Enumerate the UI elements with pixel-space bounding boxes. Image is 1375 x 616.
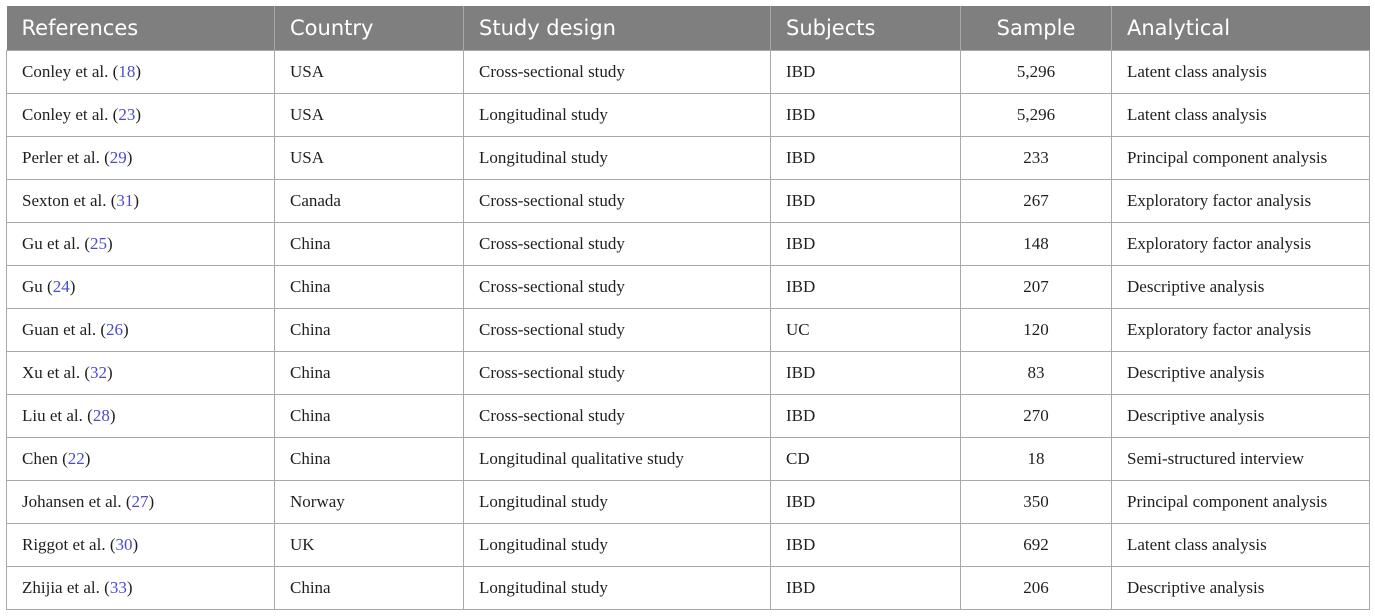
study-design-cell: Longitudinal study	[464, 523, 771, 566]
table-row	[7, 265, 1370, 308]
analytical-cell: Principal component analysis	[1112, 480, 1370, 523]
reference-close: )	[148, 491, 155, 511]
country-cell: China	[275, 351, 464, 394]
reference-cell	[7, 523, 275, 566]
table-row	[7, 93, 1370, 136]
reference-link[interactable]: 23	[118, 104, 136, 124]
country-cell: China	[275, 437, 464, 480]
analytical-cell: Latent class analysis	[1112, 50, 1370, 93]
study-design-cell: Longitudinal study	[464, 566, 771, 609]
reference-close: )	[132, 534, 139, 554]
table-row	[7, 480, 1370, 523]
reference-cell	[7, 93, 275, 136]
subjects-cell: IBD	[771, 93, 961, 136]
subjects-cell: IBD	[771, 136, 961, 179]
sample-cell: 206	[961, 566, 1112, 609]
reference-author: Riggot et al. (	[22, 534, 116, 554]
study-design-cell: Cross-sectional study	[464, 265, 771, 308]
analytical-cell: Descriptive analysis	[1112, 566, 1370, 609]
subjects-cell: CD	[771, 437, 961, 480]
subjects-cell: IBD	[771, 222, 961, 265]
sample-cell: 692	[961, 523, 1112, 566]
table-header-row	[7, 6, 1370, 50]
table-row	[7, 222, 1370, 265]
analytical-cell: Descriptive analysis	[1112, 265, 1370, 308]
reference-link[interactable]: 18	[118, 61, 136, 81]
reference-author: Sexton et al. (	[22, 190, 117, 210]
reference-link[interactable]: 31	[116, 190, 134, 210]
reference-link[interactable]: 27	[131, 491, 149, 511]
reference-cell	[7, 265, 275, 308]
study-design-cell: Cross-sectional study	[464, 394, 771, 437]
reference-author: Johansen et al. (	[22, 491, 132, 511]
header-country: Country	[275, 6, 464, 50]
analytical-cell: Descriptive analysis	[1112, 351, 1370, 394]
header-references: References	[7, 6, 275, 50]
reference-close: )	[106, 233, 113, 253]
reference-cell	[7, 50, 275, 93]
reference-author: Chen (	[22, 448, 68, 468]
reference-link[interactable]: 22	[67, 448, 85, 468]
reference-close: )	[109, 405, 116, 425]
sample-cell: 207	[961, 265, 1112, 308]
reference-author: Gu et al. (	[22, 233, 90, 253]
table-body	[7, 50, 1370, 609]
reference-link[interactable]: 29	[109, 147, 127, 167]
reference-cell	[7, 566, 275, 609]
analytical-cell: Exploratory factor analysis	[1112, 308, 1370, 351]
sample-cell: 267	[961, 179, 1112, 222]
sample-cell: 270	[961, 394, 1112, 437]
reference-close: )	[106, 362, 113, 382]
subjects-cell: IBD	[771, 179, 961, 222]
country-cell: USA	[275, 93, 464, 136]
study-design-cell: Longitudinal study	[464, 480, 771, 523]
sample-cell: 233	[961, 136, 1112, 179]
sample-cell: 148	[961, 222, 1112, 265]
country-cell: UK	[275, 523, 464, 566]
subjects-cell: IBD	[771, 480, 961, 523]
reference-link[interactable]: 32	[89, 362, 107, 382]
reference-close: )	[126, 147, 133, 167]
reference-link[interactable]: 26	[106, 319, 124, 339]
reference-cell	[7, 351, 275, 394]
study-design-cell: Cross-sectional study	[464, 179, 771, 222]
reference-link[interactable]: 25	[89, 233, 107, 253]
studies-table	[6, 6, 1370, 610]
subjects-cell: IBD	[771, 50, 961, 93]
sample-cell: 83	[961, 351, 1112, 394]
reference-author: Xu et al. (	[22, 362, 90, 382]
header-subjects: Subjects	[771, 6, 961, 50]
reference-close: )	[133, 190, 140, 210]
reference-close: )	[84, 448, 91, 468]
study-design-cell: Longitudinal qualitative study	[464, 437, 771, 480]
country-cell: China	[275, 265, 464, 308]
study-design-cell: Cross-sectional study	[464, 222, 771, 265]
table-row	[7, 50, 1370, 93]
reference-close: )	[135, 104, 141, 124]
subjects-cell: IBD	[771, 351, 961, 394]
reference-author: Guan et al. (	[22, 319, 107, 339]
country-cell: China	[275, 394, 464, 437]
reference-close: )	[123, 319, 129, 339]
analytical-cell: Descriptive analysis	[1112, 394, 1370, 437]
table-row	[7, 566, 1370, 609]
reference-cell	[7, 308, 275, 351]
table-row	[7, 351, 1370, 394]
sample-cell: 5,296	[961, 93, 1112, 136]
analytical-cell: Exploratory factor analysis	[1112, 222, 1370, 265]
reference-cell	[7, 394, 275, 437]
reference-link[interactable]: 33	[109, 577, 127, 597]
sample-cell: 120	[961, 308, 1112, 351]
header-sample: Sample	[961, 6, 1112, 50]
reference-author: Liu et al. (	[22, 405, 93, 425]
sample-cell: 350	[961, 480, 1112, 523]
reference-close: )	[69, 276, 76, 296]
study-design-cell: Longitudinal study	[464, 93, 771, 136]
analytical-cell: Exploratory factor analysis	[1112, 179, 1370, 222]
reference-link[interactable]: 24	[52, 276, 70, 296]
table-row	[7, 394, 1370, 437]
study-design-cell: Cross-sectional study	[464, 308, 771, 351]
country-cell: Norway	[275, 480, 464, 523]
country-cell: Canada	[275, 179, 464, 222]
reference-cell	[7, 480, 275, 523]
subjects-cell: IBD	[771, 394, 961, 437]
header-study-design: Study design	[464, 6, 771, 50]
reference-author: Conley et al. (	[22, 61, 119, 81]
reference-cell	[7, 222, 275, 265]
study-design-cell: Cross-sectional study	[464, 351, 771, 394]
sample-cell: 5,296	[961, 50, 1112, 93]
country-cell: USA	[275, 50, 464, 93]
table-row	[7, 179, 1370, 222]
table-row	[7, 437, 1370, 480]
analytical-cell: Latent class analysis	[1112, 93, 1370, 136]
sample-cell: 18	[961, 437, 1112, 480]
reference-close: )	[126, 577, 133, 597]
analytical-cell: Latent class analysis	[1112, 523, 1370, 566]
country-cell: China	[275, 566, 464, 609]
table-row	[7, 523, 1370, 566]
study-design-cell: Cross-sectional study	[464, 50, 771, 93]
reference-close: )	[135, 61, 141, 81]
reference-link[interactable]: 30	[115, 534, 133, 554]
analytical-cell: Principal component analysis	[1112, 136, 1370, 179]
table-row	[7, 308, 1370, 351]
country-cell: USA	[275, 136, 464, 179]
subjects-cell: UC	[771, 308, 961, 351]
country-cell: China	[275, 308, 464, 351]
subjects-cell: IBD	[771, 265, 961, 308]
reference-link[interactable]: 28	[92, 405, 110, 425]
reference-cell	[7, 136, 275, 179]
reference-author: Zhijia et al. (	[22, 577, 110, 597]
reference-cell	[7, 437, 275, 480]
study-design-cell: Longitudinal study	[464, 136, 771, 179]
reference-cell	[7, 179, 275, 222]
subjects-cell: IBD	[771, 523, 961, 566]
reference-author: Perler et al. (	[22, 147, 110, 167]
country-cell: China	[275, 222, 464, 265]
table-row	[7, 136, 1370, 179]
header-analytical: Analytical	[1112, 6, 1370, 50]
analytical-cell: Semi-structured interview	[1112, 437, 1370, 480]
reference-author: Conley et al. (	[22, 104, 119, 124]
subjects-cell: IBD	[771, 566, 961, 609]
reference-author: Gu (	[22, 276, 53, 296]
